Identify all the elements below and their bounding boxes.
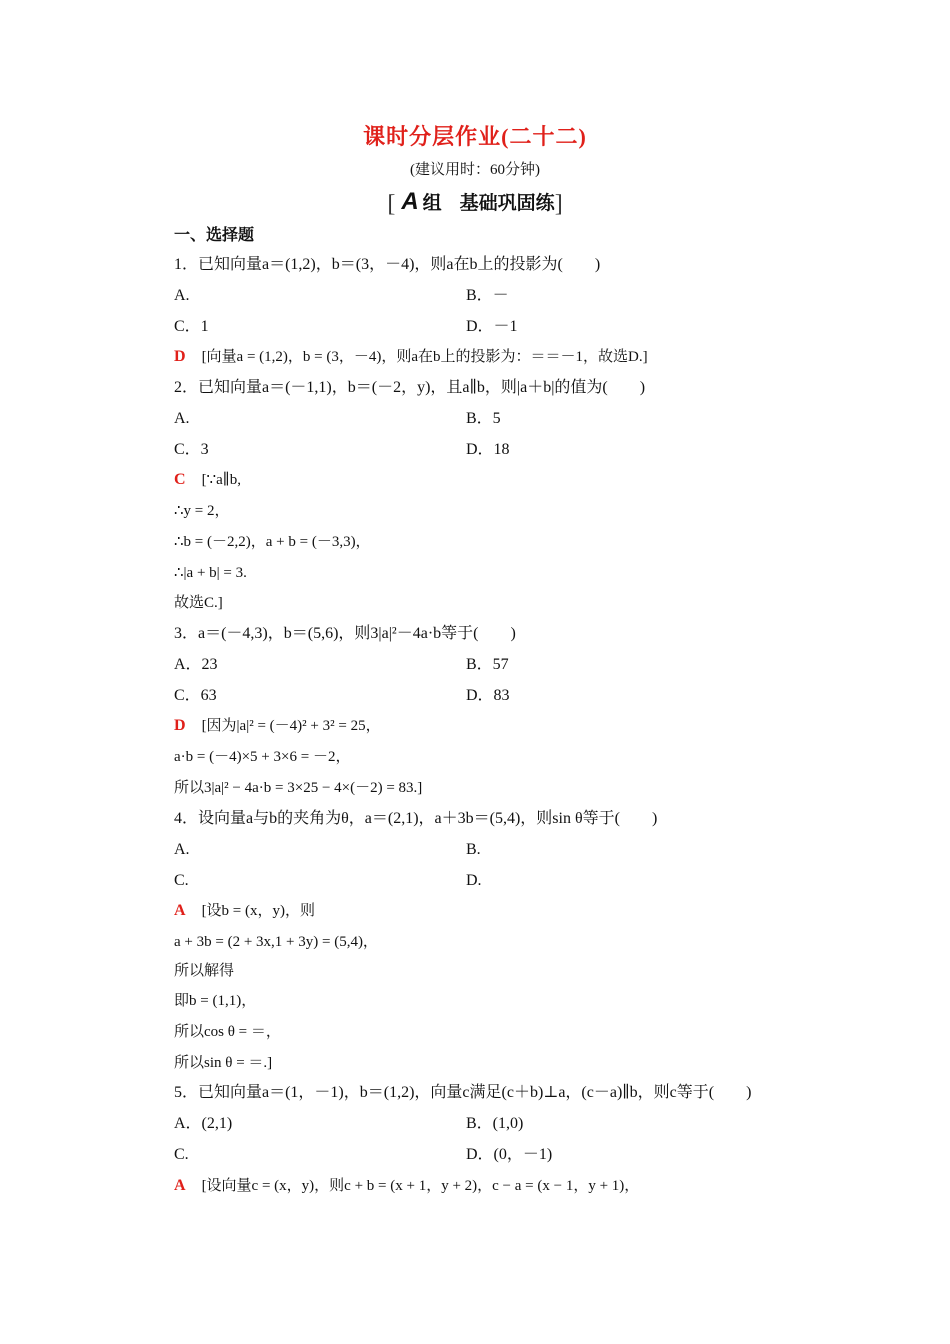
q1-stem: 1．已知向量a＝(1,2)，b＝(3，－4)，则a在b上的投影为( ): [174, 256, 601, 273]
q2-solution-line-4: ∴|a + b| = 3.: [174, 565, 247, 581]
group-bracket-left: [: [387, 191, 396, 217]
q1-solution-text: [向量a = (1,2)，b = (3，－4)，则a在b上的投影为：＝＝－1，故选D.]: [201, 349, 648, 365]
q3-option-d: D．83: [466, 687, 510, 704]
q2-solution-line-3: ∴b = (－2,2)，a + b = (－3,3)，: [174, 534, 371, 550]
q5-answer: A: [174, 1177, 186, 1194]
q3-stem: 3．a＝(－4,3)，b＝(5,6)，则3|a|²－4a·b等于( ): [174, 625, 516, 642]
q5-solution-line-1: [设向量c = (x，y)，则c + b = (x + 1，y + 2)，c − a = (x − 1，y + 1)，: [201, 1178, 640, 1194]
q3-solution-line-2: a·b = (－4)×5 + 3×6 = －2，: [174, 749, 351, 765]
q4-solution-line-6: 所以sin θ = ＝.]: [174, 1055, 273, 1071]
q3-solution: [174, 716, 381, 736]
q1-answer: D: [174, 348, 186, 365]
q2-option-b: B．5: [466, 410, 501, 427]
q4-option-b: B.: [466, 841, 481, 858]
page-subtitle: (建议用时：60分钟): [410, 162, 540, 178]
q2-option-a: A.: [174, 410, 190, 427]
q2-solution-line-2: ∴y = 2，: [174, 503, 230, 519]
q1-option-a: A.: [174, 287, 190, 304]
q4-answer: A: [174, 902, 186, 919]
group-letter: A: [401, 188, 419, 215]
q5-solution: [174, 1176, 639, 1196]
q4-stem: 4．设向量a与b的夹角为θ，a＝(2,1)，a＋3b＝(5,4)，则sin θ等于( ): [174, 810, 658, 827]
q2-answer: C: [174, 471, 186, 488]
group-label: 组: [422, 193, 442, 214]
q4-option-c: C.: [174, 872, 189, 889]
q3-solution-line-3: 所以3|a|² − 4a·b = 3×25 − 4×(－2) = 83.]: [174, 780, 423, 796]
q2-solution-line-5: 故选C.]: [174, 595, 223, 611]
section-heading: 一、选择题: [174, 227, 255, 244]
q5-option-a: A．(2,1): [174, 1115, 233, 1132]
q5-stem: 5．已知向量a＝(1，－1)，b＝(1,2)，向量c满足(c＋b)⊥a，(c－a)∥b，则c等于( ): [174, 1084, 752, 1101]
q5-option-d: D．(0，－1): [466, 1146, 553, 1163]
q3-answer: D: [174, 717, 186, 734]
q4-solution-line-1: [设b = (x，y)，则: [201, 903, 316, 919]
q1-option-d: D．－1: [466, 318, 518, 335]
q4-solution-line-4: 即b = (1,1)，: [174, 993, 257, 1009]
q2-solution-line-1: [∵a∥b,: [201, 472, 241, 488]
q3-option-c: C．63: [174, 687, 217, 704]
q4-solution-line-3: 所以解得: [174, 963, 235, 979]
q2-option-d: D．18: [466, 441, 510, 458]
q4-solution-line-5: 所以cos θ = ＝，: [174, 1024, 281, 1040]
q1-option-c: C．1: [174, 318, 209, 335]
group-name: 基础巩固练: [459, 193, 555, 214]
group-heading: [0, 188, 950, 218]
q2-stem: 2．已知向量a＝(－1,1)，b＝(－2，y)，且a∥b，则|a＋b|的值为( ): [174, 379, 646, 396]
q1-option-b: B．－: [466, 287, 509, 304]
q2-option-c: C．3: [174, 441, 209, 458]
q2-solution: [174, 470, 241, 490]
q3-solution-line-1: [因为|a|² = (－4)² + 3² = 25，: [201, 718, 381, 734]
q4-solution-line-2: a + 3b = (2 + 3x,1 + 3y) = (5,4)，: [174, 934, 378, 950]
page-title: 课时分层作业(二十二): [363, 124, 587, 149]
q3-option-b: B．57: [466, 656, 509, 673]
q5-option-b: B．(1,0): [466, 1115, 524, 1132]
q3-option-a: A．23: [174, 656, 218, 673]
group-bracket-right: ]: [554, 191, 563, 217]
q4-option-a: A.: [174, 841, 190, 858]
q4-solution: [174, 901, 315, 921]
q5-option-c: C.: [174, 1146, 189, 1163]
q4-option-d: D.: [466, 872, 482, 889]
q1-solution: [174, 347, 648, 367]
